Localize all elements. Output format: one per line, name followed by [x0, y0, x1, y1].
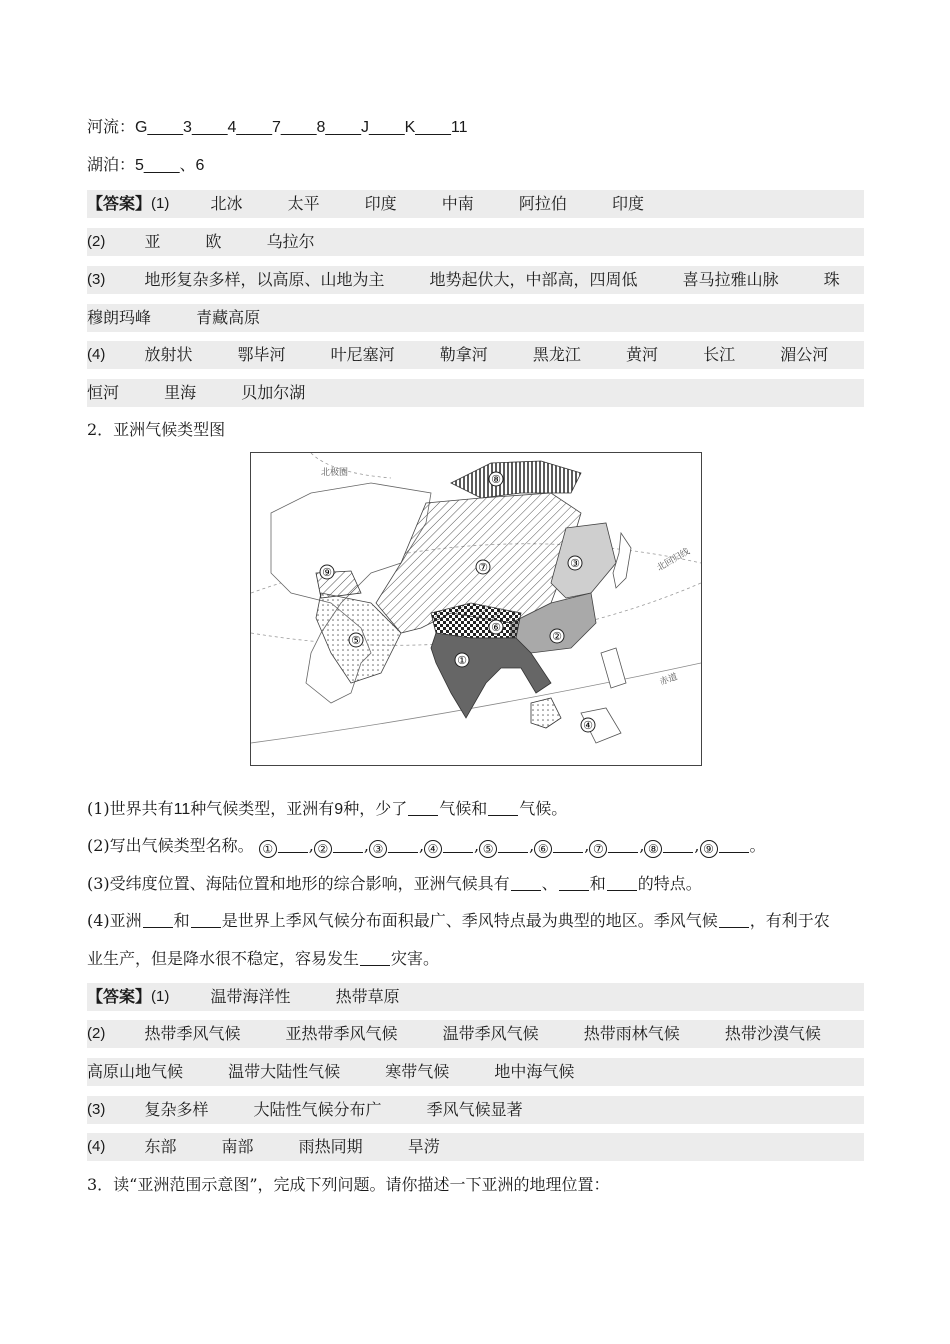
answer-tag: 【答案】	[87, 987, 152, 1006]
answer-item: 恒河	[87, 383, 120, 402]
question-2-title: 2．亚洲气候类型图	[87, 420, 226, 439]
region-mark: ①	[259, 840, 277, 858]
fill-blank[interactable]	[498, 836, 528, 853]
q1-answer-3	[87, 266, 864, 294]
answer-tag: 【答案】	[87, 194, 152, 213]
answer-number: (3)	[87, 271, 106, 288]
region-mark: ⑦	[589, 840, 607, 858]
answer-item: 旱涝	[407, 1137, 440, 1156]
q1-answer-3-cont	[87, 304, 864, 332]
region-label-4: ④	[583, 720, 593, 732]
answer-item: 阿拉伯	[518, 194, 567, 213]
fill-blank[interactable]	[608, 836, 638, 853]
region-label-8: ⑧	[491, 474, 501, 486]
answer-item: 穆朗玛峰	[87, 308, 152, 327]
answer-item: 雨热同期	[298, 1137, 363, 1156]
answer-item: 勒拿河	[439, 345, 488, 364]
region-mark: ⑨	[700, 840, 718, 858]
q2-sub-1: (1)世界共有11种气候类型，亚洲有9种，少了 气候和 气候。	[87, 799, 568, 818]
answer-number: (1)	[151, 195, 170, 212]
answer-item: 青藏高原	[196, 308, 261, 327]
region-label-7: ⑦	[478, 562, 488, 574]
answer-item: 热带草原	[335, 987, 400, 1006]
q2-answer-2-cont	[87, 1058, 864, 1086]
region-mark: ④	[424, 840, 442, 858]
answer-item: 放射状	[144, 345, 193, 364]
answer-item: 印度	[612, 194, 645, 213]
answer-item: 热带季风气候	[144, 1024, 241, 1043]
coastline	[601, 648, 626, 688]
fill-blank[interactable]	[719, 911, 749, 928]
asia-climate-map	[250, 452, 702, 766]
fill-blank[interactable]	[511, 874, 541, 891]
fill-blank[interactable]	[360, 949, 390, 966]
region-label-5: ⑤	[351, 635, 361, 647]
fill-blank[interactable]	[388, 836, 418, 853]
lakes-line: 湖泊：5____、6	[87, 157, 205, 174]
answer-number: (2)	[87, 233, 106, 250]
answer-item: 中南	[441, 194, 474, 213]
rivers-line: 河流：G____3____4____7____8____J____K____11	[87, 119, 468, 136]
climate-region-4	[531, 698, 561, 728]
q1-answer-4	[87, 341, 864, 369]
answer-item: 东部	[144, 1137, 177, 1156]
answer-item: 热带沙漠气候	[724, 1024, 821, 1043]
answer-item: 湄公河	[780, 345, 829, 364]
answer-item: 温带大陆性气候	[228, 1062, 341, 1081]
region-label-9: ⑨	[322, 567, 332, 579]
region-mark: ⑧	[644, 840, 662, 858]
answer-item: 黑龙江	[532, 345, 581, 364]
q1-answer-2	[87, 228, 864, 256]
q1-answer-1	[87, 190, 864, 218]
answer-item: 亚热带季风气候	[285, 1024, 398, 1043]
answer-item: 亚	[144, 232, 161, 251]
region-label-2: ②	[552, 631, 562, 643]
fill-blank[interactable]	[719, 836, 749, 853]
answer-item: 鄂毕河	[237, 345, 286, 364]
answer-item: 乌拉尔	[266, 232, 315, 251]
fill-blank[interactable]	[488, 799, 518, 816]
answer-item: 太平	[287, 194, 320, 213]
answer-item: 喜马拉雅山脉	[682, 270, 779, 289]
equator-label: 赤道	[658, 672, 679, 688]
fill-blank[interactable]	[278, 836, 308, 853]
q2-answer-2	[87, 1020, 864, 1048]
answer-item: 温带海洋性	[210, 987, 291, 1006]
q2-sub-4: (4)亚洲 和 是世界上季风气候分布面积最广、季风特点最为典型的地区。季风气候 ，有利于农	[87, 911, 830, 930]
fill-blank[interactable]	[559, 874, 589, 891]
region-mark: ②	[314, 840, 332, 858]
answer-item: 珠	[823, 270, 840, 289]
region-label-1: ①	[457, 655, 467, 667]
answer-item: 印度	[364, 194, 397, 213]
fill-blank[interactable]	[191, 911, 221, 928]
q2-sub-2: (2)写出气候类型名称。 ① , ② , ③ , ④ , ⑤ , ⑥ , ⑦ , ⑧ , ⑨ 。	[87, 836, 766, 856]
answer-item: 南部	[221, 1137, 254, 1156]
answer-item: 寒带气候	[385, 1062, 450, 1081]
fill-blank[interactable]	[333, 836, 363, 853]
answer-item: 地形复杂多样，以高原、山地为主	[144, 270, 385, 289]
region-mark: ⑥	[534, 840, 552, 858]
answer-number: (1)	[151, 988, 170, 1005]
answer-item: 热带雨林气候	[583, 1024, 680, 1043]
answer-item: 高原山地气候	[87, 1062, 184, 1081]
answer-item: 黄河	[625, 345, 658, 364]
region-mark: ③	[369, 840, 387, 858]
q2-sub-4-cont: 业生产，但是降水很不稳定，容易发生 灾害。	[87, 949, 440, 968]
answer-item: 叶尼塞河	[330, 345, 395, 364]
question-3-title: 3．读“亚洲范围示意图”，完成下列问题。请你描述一下亚洲的地理位置：	[87, 1175, 610, 1194]
q1-answer-4-cont	[87, 379, 864, 407]
region-label-3: ③	[570, 558, 580, 570]
answer-item: 地势起伏大，中部高，四周低	[429, 270, 638, 289]
answer-item: 温带季风气候	[442, 1024, 539, 1043]
fill-blank[interactable]	[553, 836, 583, 853]
answer-number: (3)	[87, 1101, 106, 1118]
arctic-circle-label: 北极圈	[321, 468, 349, 478]
q2-answer-1	[87, 983, 864, 1011]
answer-item: 贝加尔湖	[241, 383, 306, 402]
fill-blank[interactable]	[143, 911, 173, 928]
fill-blank[interactable]	[408, 799, 438, 816]
q2-sub-3: (3)受纬度位置、海陆位置和地形的综合影响，亚洲气候具有 、 和 的特点。	[87, 874, 702, 893]
q2-answer-3	[87, 1096, 864, 1124]
fill-blank[interactable]	[443, 836, 473, 853]
answer-item: 欧	[205, 232, 222, 251]
answer-item: 季风气候显著	[426, 1100, 523, 1119]
region-label-6: ⑥	[491, 622, 501, 634]
answer-item: 地中海气候	[494, 1062, 575, 1081]
q2-answer-4	[87, 1133, 864, 1161]
answer-item: 大陆性气候分布广	[253, 1100, 382, 1119]
fill-blank[interactable]	[607, 874, 637, 891]
fill-blank[interactable]	[663, 836, 693, 853]
region-mark: ⑤	[479, 840, 497, 858]
answer-item: 复杂多样	[144, 1100, 209, 1119]
answer-number: (4)	[87, 346, 106, 363]
answer-number: (2)	[87, 1025, 106, 1042]
answer-item: 北冰	[210, 194, 243, 213]
climate-region-8	[451, 461, 581, 498]
answer-item: 里海	[164, 383, 197, 402]
answer-item: 长江	[703, 345, 736, 364]
tropic-label: 北回归线	[655, 546, 692, 574]
answer-number: (4)	[87, 1138, 106, 1155]
